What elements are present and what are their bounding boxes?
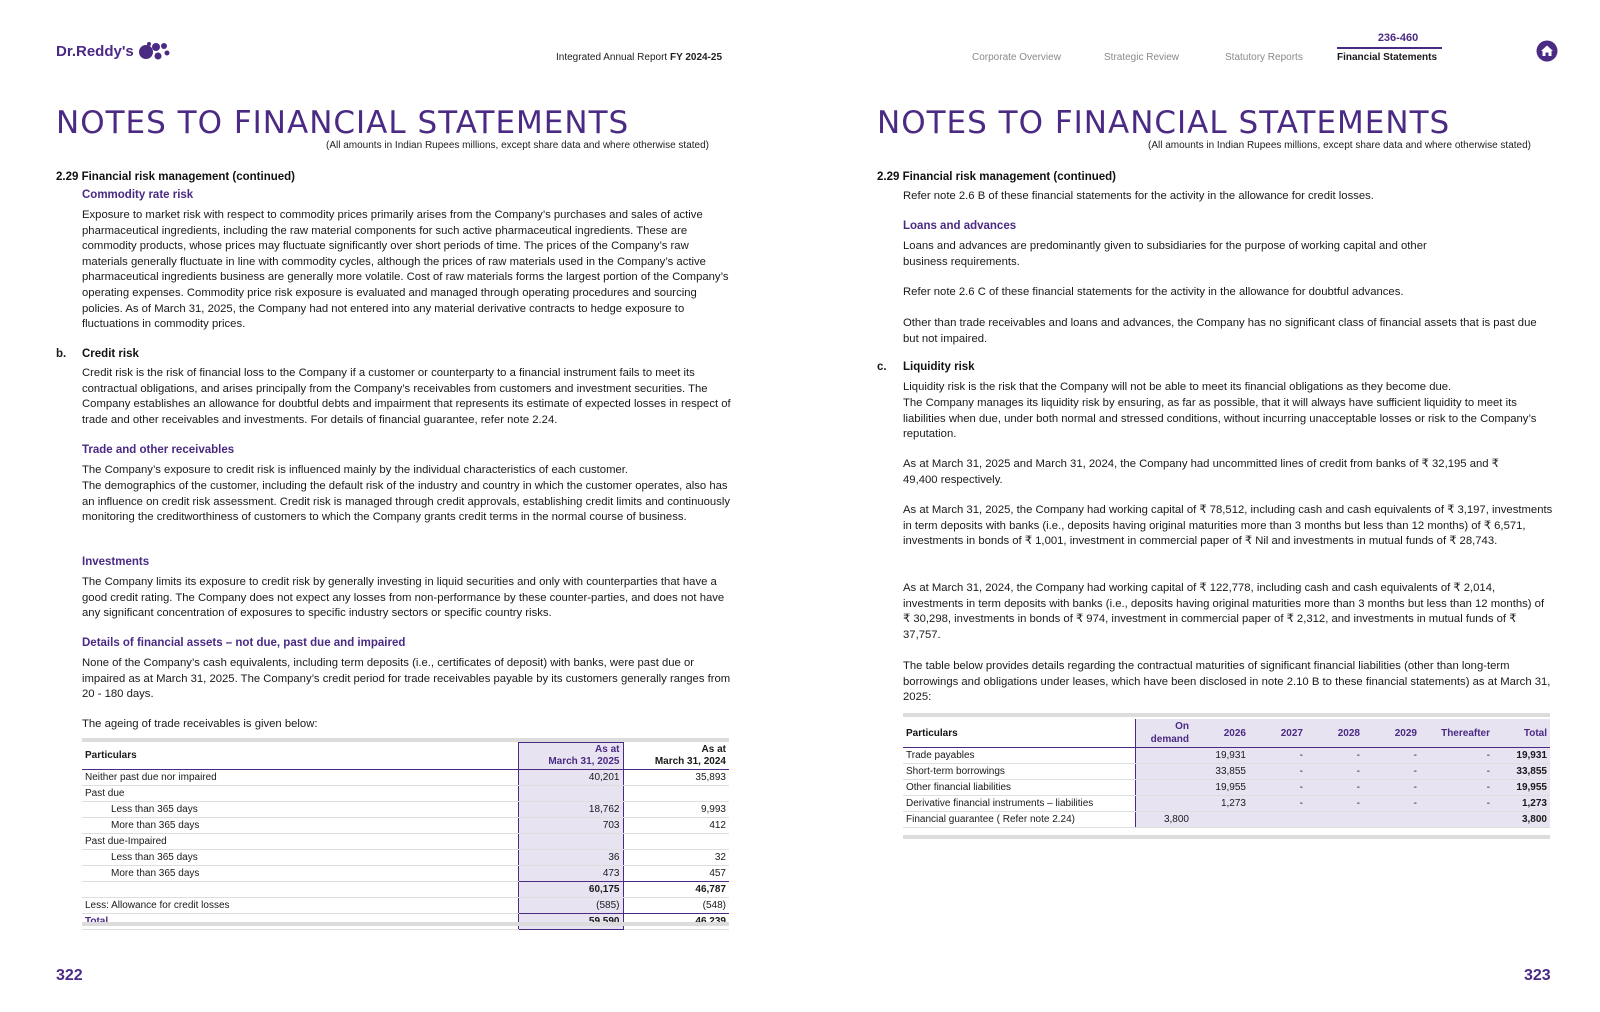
- cell-thereafter: -: [1420, 764, 1493, 780]
- row-value-2024: 32: [623, 850, 729, 866]
- cell-2029: -: [1363, 764, 1420, 780]
- row-value-2024: 9,993: [623, 802, 729, 818]
- col-2027: 2027: [1249, 719, 1306, 748]
- active-nav-underline: [1337, 47, 1442, 49]
- cell-2028: -: [1306, 764, 1363, 780]
- refer-26c: Refer note 2.6 C of these financial statements for the activity in the allowance for doubtful advances.: [903, 286, 1404, 298]
- working-capital-2024: As at March 31, 2024, the Company had working capital of ₹ 122,778, including cash and cash equivalents of ₹ 2,014, investments in term deposits with banks (i.e., deposits having original maturities more than 3 months but less than 12 months) of ₹ 30,298, investments in bonds of ₹ 974, investment in commercial paper of ₹ 2,312, and investments in mutual funds of ₹ 37,757.: [903, 582, 1545, 641]
- left-page-number: 322: [56, 967, 83, 984]
- credit-label: b.: [56, 348, 67, 360]
- nav-financial-statements[interactable]: Financial Statements: [1337, 52, 1438, 63]
- row-label: Neither past due nor impaired: [82, 770, 518, 786]
- home-button[interactable]: [1536, 40, 1558, 62]
- brand-logo[interactable]: [56, 40, 172, 62]
- table-row: [82, 818, 729, 834]
- row-value-2025: 473: [518, 866, 623, 882]
- col-2026: 2026: [1192, 719, 1249, 748]
- liquidity-heading: Liquidity risk: [903, 361, 975, 373]
- row-label: More than 365 days: [82, 866, 518, 882]
- home-icon: [1536, 40, 1558, 62]
- loans-heading: Loans and advances: [903, 220, 1017, 232]
- row-value-2024: 46,787: [623, 882, 729, 898]
- ageing-table-header: [82, 743, 729, 770]
- trade-paragraph-2: The demographics of the customer, including the default risk of the industry and country in which the customer operates, also has an influence on credit risk assessment. Credit risk is managed through credit approvals, establishing credit limits and continuously monitoring the creditworthiness of customers to which the Company grants credit terms in the normal course of business.: [82, 480, 731, 524]
- liquidity-paragraph-2: The Company manages its liquidity risk by ensuring, as far as possible, that it will always have sufficient liquidity to meet its liabilities when due, under both normal and stressed conditions, without incurring unacceptable losses or risk to the Company’s reputation.: [903, 397, 1537, 441]
- table-row: [82, 786, 729, 802]
- row-value-2025: [518, 834, 623, 850]
- col-march-2025: As at March 31, 2025: [518, 743, 623, 770]
- cell-total: 19,955: [1493, 780, 1550, 796]
- row-value-2025: 60,175: [518, 882, 623, 898]
- cell-2029: -: [1363, 780, 1420, 796]
- other-paragraph: Other than trade receivables and loans and advances, the Company has no significant class of financial assets that is past due but not impaired.: [903, 317, 1537, 345]
- table-row: [82, 770, 729, 786]
- cell-on-demand: 3,800: [1135, 812, 1192, 828]
- credit-heading: Credit risk: [82, 348, 139, 360]
- maturity-table-intro: The table below provides details regarding the contractual maturities of significant financial liabilities (other than long-term borrowings and obligations under leases, which have been disclosed in note 2.10 B to these financial statements) as at March 31, 2025:: [903, 660, 1551, 704]
- row-value-2024: 457: [623, 866, 729, 882]
- row-label: Less than 365 days: [82, 802, 518, 818]
- cell-total: 19,931: [1493, 748, 1550, 764]
- commodity-paragraph: Exposure to market risk with respect to commodity prices primarily arises from the Company’s purchases and sales of active pharmaceutical ingredients, including the raw material components for such active pharmaceutical ingredients. These are commodity products, whose prices may fluctuate significantly over short periods of time. The prices of the Company’s raw materials generally fluctuate in line with commodity cycles, although the prices of raw materials used in the Company’s active pharmaceutical ingredients business are generally more volatile. Cost of raw materials forms the largest portion of the Company’s operating expenses. Commodity price risk exposure is evaluated and managed through operating procedures and sourcing policies. As of March 31, 2025, the Company had not entered into any material derivative contracts to hedge exposure to fluctuations in commodity prices.: [82, 209, 729, 331]
- refer-26b: Refer note 2.6 B of these financial statements for the activity in the allowance for credit losses.: [903, 190, 1374, 202]
- report-title: Integrated Annual Report FY 2024-25: [556, 52, 723, 63]
- table-row: [903, 748, 1550, 764]
- cell-2029: -: [1363, 796, 1420, 812]
- row-value-2024: 412: [623, 818, 729, 834]
- cell-2027: -: [1249, 796, 1306, 812]
- working-capital-2025: As at March 31, 2025, the Company had working capital of ₹ 78,512, including cash and cash equivalents of ₹ 3,197, investments in term deposits with banks (i.e., deposits having original maturities more than 3 months but less than 12 months) of ₹ 6,571, investments in bonds of ₹ 1,001, investment in commercial paper of ₹ Nil and investments in mutual funds of ₹ 28,743.: [903, 504, 1553, 548]
- row-label: More than 365 days: [82, 818, 518, 834]
- col-on-demand: On demand: [1135, 719, 1192, 748]
- table-row: [903, 780, 1550, 796]
- row-label: [82, 882, 518, 898]
- cell-thereafter: -: [1420, 748, 1493, 764]
- cell-on-demand: [1135, 796, 1192, 812]
- cell-thereafter: -: [1420, 796, 1493, 812]
- row-value-2025: (585): [518, 898, 623, 914]
- cell-on-demand: [1135, 764, 1192, 780]
- row-value-2025: 18,762: [518, 802, 623, 818]
- credit-paragraph: Credit risk is the risk of financial loss to the Company if a customer or counterparty to a financial instrument fails to meet its contractual obligations, and arises principally from the Company’s receivables from customers and investment securities. The Company establishes an allowance for doubtful debts and impairment that represents its estimate of expected losses in respect of trade and other receivables and investments. For details of financial guarantee, refer note 2.24.: [82, 367, 731, 426]
- details-paragraph: None of the Company’s cash equivalents, including term deposits (i.e., certificates of deposit) with banks, were past due or impaired as at March 31, 2025. The Company’s credit period for trade receivables payable by its customers generally ranges from 20 - 180 days.: [82, 657, 731, 701]
- subtotal-row: [82, 882, 729, 898]
- nav-strategic-review[interactable]: Strategic Review: [1104, 52, 1180, 63]
- left-section-heading: 2.29 Financial risk management (continued): [56, 171, 296, 183]
- row-value-2024: [623, 834, 729, 850]
- cell-2027: -: [1249, 780, 1306, 796]
- cell-thereafter: -: [1420, 780, 1493, 796]
- row-value-2025: 703: [518, 818, 623, 834]
- cell-2027: [1249, 812, 1306, 828]
- col-march-2024: As at March 31, 2024: [623, 743, 729, 770]
- ageing-table: [82, 742, 729, 930]
- cell-on-demand: [1135, 748, 1192, 764]
- liquidity-paragraph-1: Liquidity risk is the risk that the Company will not be able to meet its financial obligations as they become due.: [903, 381, 1452, 393]
- col-2029: 2029: [1363, 719, 1420, 748]
- cell-2028: -: [1306, 748, 1363, 764]
- col-total: Total: [1493, 719, 1550, 748]
- maturity-table-header: [903, 719, 1550, 748]
- table-row: [82, 802, 729, 818]
- cell-2029: [1363, 812, 1420, 828]
- investments-paragraph: The Company limits its exposure to credit risk by generally investing in liquid securities and only with counterparties that have a good credit rating. The Company does not expect any losses from non-performance by these counter-parties, and does not have any significant concentration of exposures to specific industry sectors or specific country risks.: [82, 576, 725, 620]
- col-particulars: Particulars: [903, 719, 1135, 748]
- commodity-heading: Commodity rate risk: [82, 189, 194, 201]
- col-particulars: Particulars: [82, 743, 518, 770]
- table-row: [903, 812, 1550, 828]
- table-row: [82, 866, 729, 882]
- row-label: Past due-Impaired: [82, 834, 518, 850]
- right-page-title: NOTES TO FINANCIAL STATEMENTS: [877, 105, 1451, 141]
- cell-2028: -: [1306, 796, 1363, 812]
- cell-total: 1,273: [1493, 796, 1550, 812]
- nav-corporate-overview[interactable]: Corporate Overview: [972, 52, 1061, 63]
- cell-thereafter: [1420, 812, 1493, 828]
- cell-2028: [1306, 812, 1363, 828]
- cell-total: 33,855: [1493, 764, 1550, 780]
- cell-2026: 1,273: [1192, 796, 1249, 812]
- cell-2028: -: [1306, 780, 1363, 796]
- table-row: [82, 834, 729, 850]
- nav-statutory-reports[interactable]: Statutory Reports: [1225, 52, 1303, 63]
- investments-heading: Investments: [82, 556, 150, 568]
- maturity-table: [903, 719, 1550, 828]
- row-value-2024: [623, 786, 729, 802]
- table-row: [82, 898, 729, 914]
- row-label: Trade payables: [903, 748, 1135, 764]
- brand-name: Dr.Reddy's: [56, 42, 134, 60]
- row-label: Past due: [82, 786, 518, 802]
- row-label: Less than 365 days: [82, 850, 518, 866]
- row-value-2025: [518, 786, 623, 802]
- col-thereafter: Thereafter: [1420, 719, 1493, 748]
- row-label: Less: Allowance for credit losses: [82, 898, 518, 914]
- trade-paragraph-1: The Company’s exposure to credit risk is influenced mainly by the individual characteristics of each customer.: [82, 464, 629, 476]
- left-page-title: NOTES TO FINANCIAL STATEMENTS: [56, 105, 630, 141]
- row-value-2024: 35,893: [623, 770, 729, 786]
- cell-2026: [1192, 812, 1249, 828]
- row-label: Other financial liabilities: [903, 780, 1135, 796]
- cell-total: 3,800: [1493, 812, 1550, 828]
- cell-2027: -: [1249, 748, 1306, 764]
- right-amounts-note: (All amounts in Indian Rupees millions, except share data and where otherwise stated): [1148, 140, 1531, 151]
- page-range: 236-460: [1377, 32, 1419, 44]
- table-row: [903, 796, 1550, 812]
- ageing-intro: The ageing of trade receivables is given below:: [82, 718, 318, 730]
- right-page-number: 323: [1524, 967, 1551, 984]
- col-2028: 2028: [1306, 719, 1363, 748]
- maturity-table-bottombar: [903, 835, 1550, 839]
- cell-2026: 19,931: [1192, 748, 1249, 764]
- cell-2027: -: [1249, 764, 1306, 780]
- trade-heading: Trade and other receivables: [82, 444, 235, 456]
- cell-on-demand: [1135, 780, 1192, 796]
- row-label: Derivative financial instruments – liabilities: [903, 796, 1135, 812]
- cell-2026: 33,855: [1192, 764, 1249, 780]
- row-label: Short-term borrowings: [903, 764, 1135, 780]
- row-value-2025: 40,201: [518, 770, 623, 786]
- maturity-table-topbar: [903, 713, 1550, 717]
- logo-mark-icon: [138, 40, 172, 62]
- row-value-2025: 36: [518, 850, 623, 866]
- loans-paragraph: Loans and advances are predominantly given to subsidiaries for the purpose of working capital and other business requirements.: [903, 240, 1427, 268]
- row-value-2024: (548): [623, 898, 729, 914]
- left-amounts-note: (All amounts in Indian Rupees millions, except share data and where otherwise stated): [326, 140, 709, 151]
- liquidity-label: c.: [877, 361, 887, 373]
- table-row: [82, 850, 729, 866]
- right-section-heading: 2.29 Financial risk management (continued): [877, 171, 1117, 183]
- cell-2029: -: [1363, 748, 1420, 764]
- details-heading: Details of financial assets – not due, past due and impaired: [82, 637, 406, 649]
- ageing-table-bottombar: [82, 922, 729, 926]
- row-label: Financial guarantee ( Refer note 2.24): [903, 812, 1135, 828]
- credit-lines-paragraph: As at March 31, 2025 and March 31, 2024, the Company had uncommitted lines of credit from banks of ₹ 32,195 and ₹ 49,400 respectively.: [903, 458, 1499, 486]
- table-row: [903, 764, 1550, 780]
- cell-2026: 19,955: [1192, 780, 1249, 796]
